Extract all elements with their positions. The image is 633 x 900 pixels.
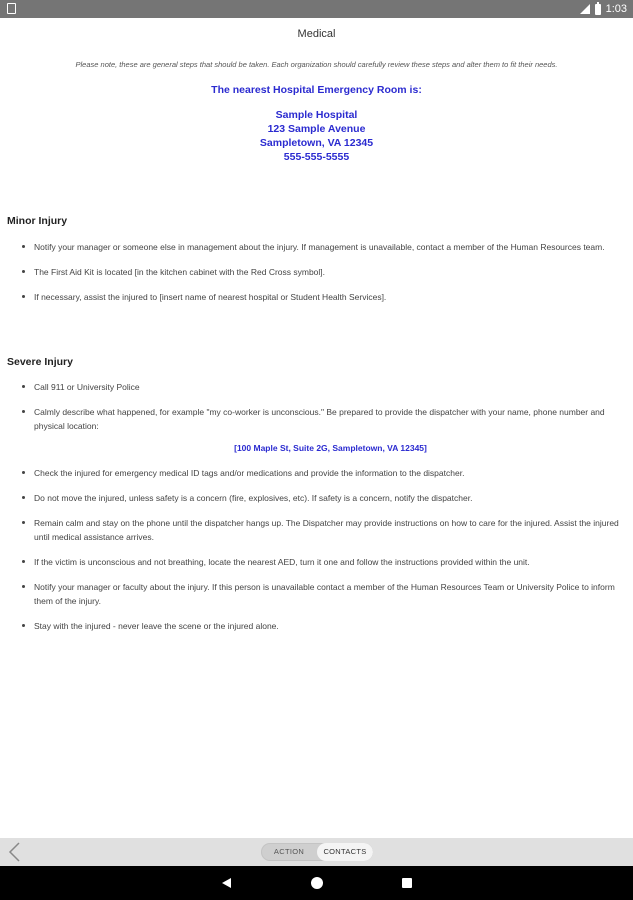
list-item: Check the injured for emergency medical ID tags and/or medications and provide the information to the dispatcher. — [0, 466, 633, 480]
list-item: Remain calm and stay on the phone until the dispatcher hangs up. The Dispatcher may provide instructions on how to care for the injured. Assist the injured until medical assistance arrives. — [0, 516, 633, 544]
list-item: Stay with the injured - never leave the scene or the injured alone. — [0, 619, 633, 633]
nav-recents-icon[interactable] — [402, 878, 412, 888]
chevron-left-icon — [6, 842, 24, 862]
hospital-phone[interactable]: 555-555-5555 — [283, 151, 350, 163]
minor-injury-list — [0, 240, 633, 304]
list-item: Notify your manager or someone else in management about the injury. If management is unavailable, contact a member of the Human Resources team. — [0, 240, 633, 254]
disclaimer-text: Please note, these are general steps that should be taken. Each organization should carefully review these steps and alter them to fit their needs. — [75, 60, 558, 69]
main-content — [0, 18, 633, 838]
navigation-bar — [0, 866, 633, 900]
hospital-city: Sampletown, VA 12345 — [259, 137, 374, 149]
list-item: If necessary, assist the injured to [insert name of nearest hospital or Student Health Services]. — [0, 290, 633, 304]
list-item: Do not move the injured, unless safety is a concern (fire, explosives, etc). If safety is a concern, notify the dispatcher. — [0, 491, 633, 505]
back-button[interactable] — [6, 842, 24, 862]
severe-injury-heading: Severe Injury — [7, 356, 73, 368]
battery-icon — [595, 4, 601, 15]
list-item: Notify your manager or faculty about the injury. If this person is unavailable contact a member of the Human Resources Team or University Police to inform them of the injury. — [0, 580, 633, 608]
nav-back-icon[interactable] — [222, 878, 231, 888]
hospital-name: Sample Hospital — [275, 109, 358, 121]
nav-home-icon[interactable] — [311, 877, 323, 889]
bottom-toolbar — [0, 838, 633, 866]
page-title: Medical — [297, 28, 336, 40]
status-icons — [580, 2, 627, 16]
list-item: If the victim is unconscious and not breathing, locate the nearest AED, turn it one and follow the instructions provided within the unit. — [0, 555, 633, 569]
signal-icon — [580, 4, 590, 14]
tab-action[interactable]: ACTION — [273, 847, 305, 856]
er-heading: The nearest Hospital Emergency Room is: — [211, 84, 422, 96]
notification-icon — [7, 3, 16, 14]
status-time: 1:03 — [605, 3, 627, 15]
list-item-text: Calmly describe what happened, for example "my co-worker is unconscious." Be prepared to provide the dispatcher with your name, phone number and physical location: — [34, 407, 605, 431]
hospital-street: 123 Sample Avenue — [267, 123, 366, 135]
minor-injury-heading: Minor Injury — [7, 215, 68, 227]
tab-switcher — [261, 843, 373, 861]
tab-contacts[interactable]: CONTACTS — [317, 843, 373, 861]
list-item: Call 911 or University Police — [0, 380, 633, 394]
emergency-room-info — [0, 83, 633, 164]
physical-location: [100 Maple St, Suite 2G, Sampletown, VA 12345] — [234, 443, 427, 453]
list-item — [0, 405, 633, 455]
severe-injury-list — [0, 380, 633, 633]
status-bar — [0, 0, 633, 18]
list-item: The First Aid Kit is located [in the kitchen cabinet with the Red Cross symbol]. — [0, 265, 633, 279]
